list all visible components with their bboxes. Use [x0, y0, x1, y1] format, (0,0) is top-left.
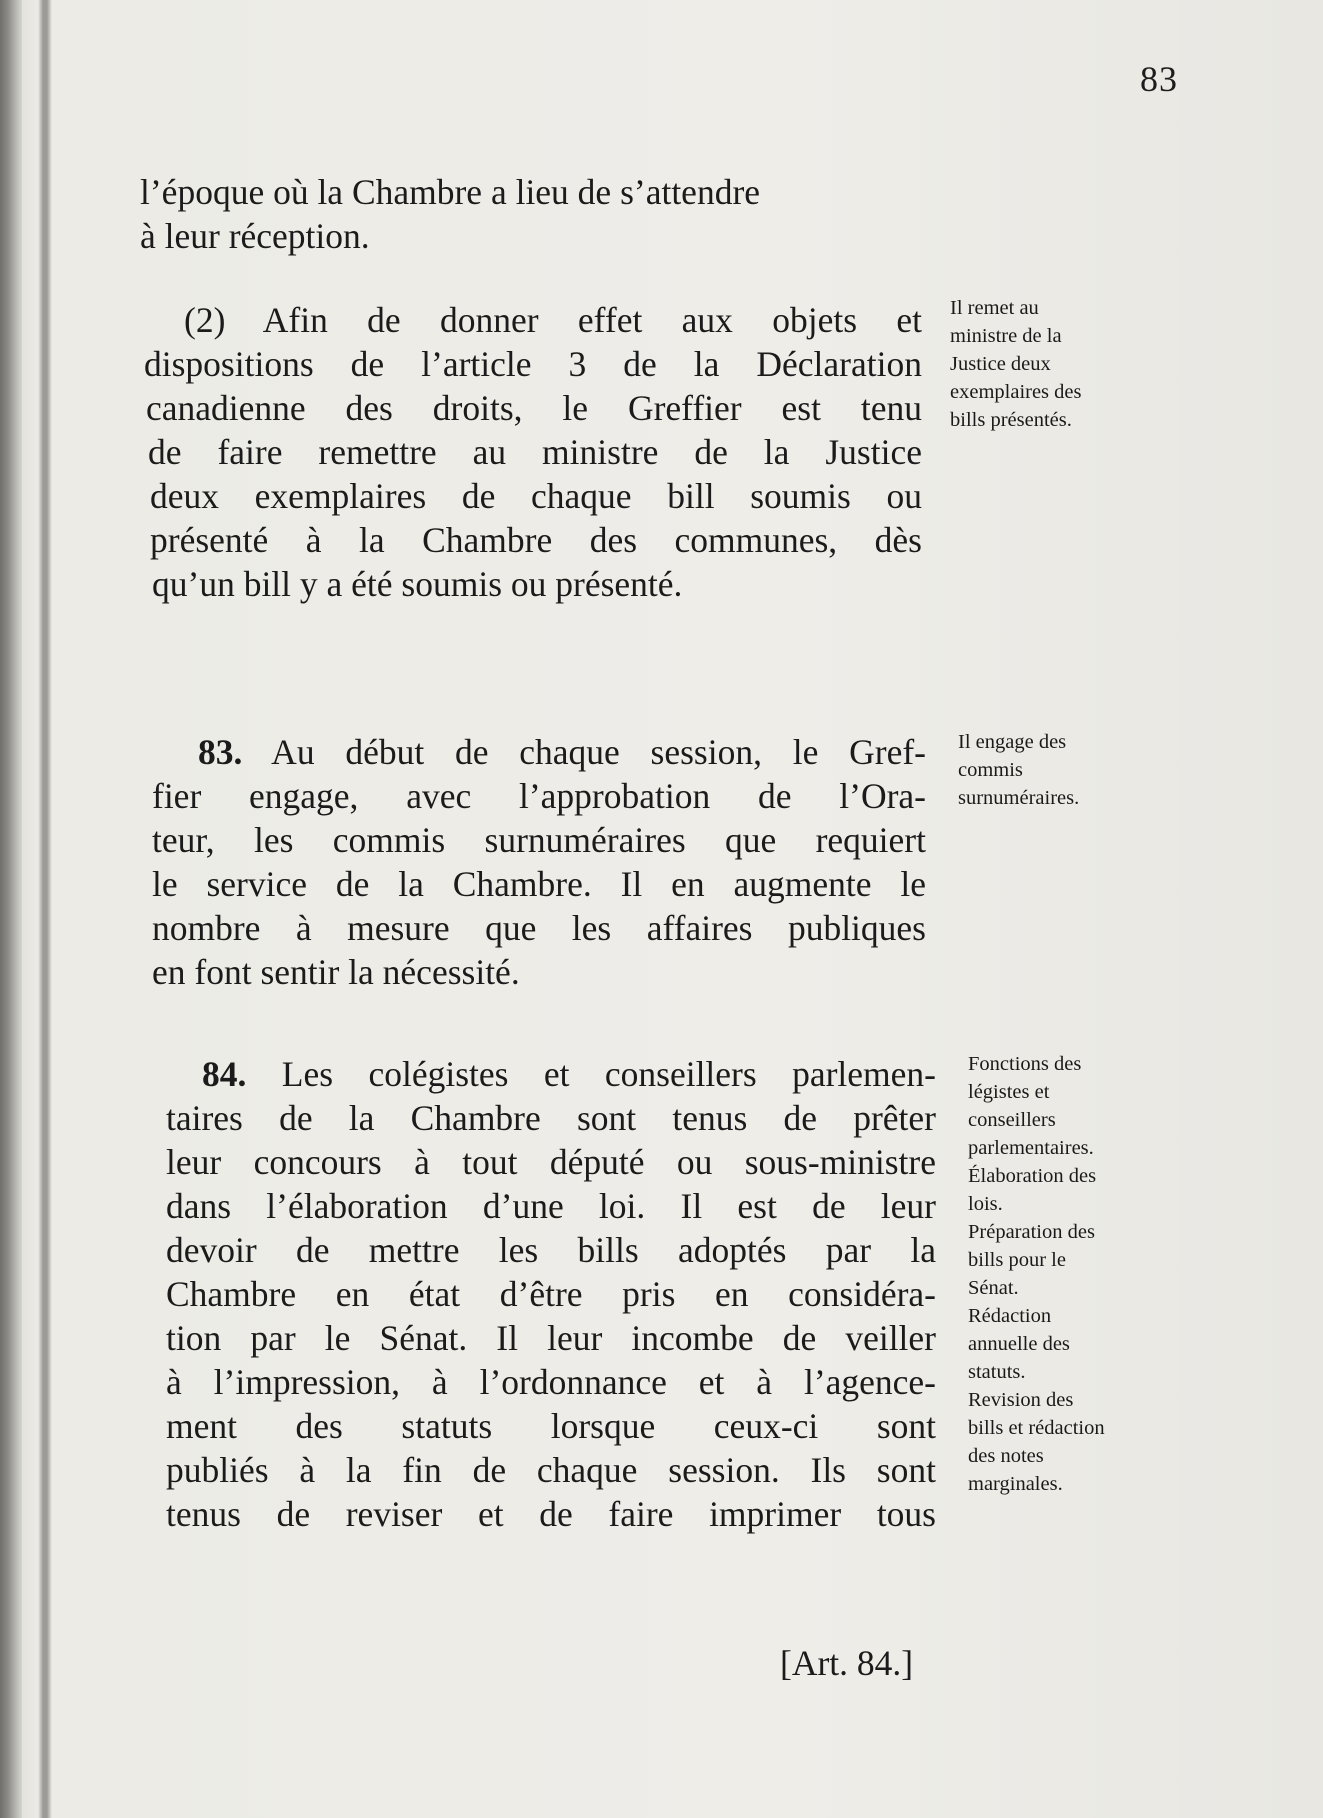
note-line: Élaboration des [968, 1165, 1097, 1187]
marginal-note-clerk-delivers-bills [950, 294, 1190, 434]
note-line: bills et rédaction [968, 1417, 1105, 1439]
text-line: tion par le Sénat. Il leur incombe de veiller [166, 1318, 936, 1358]
text-run: Les colégistes et conseillers parlemen- [246, 1054, 936, 1094]
text-line-indented: (2) Afin de donner effet aux objets et [184, 300, 922, 340]
text-line: leur concours à tout député ou sous-ministre [166, 1142, 936, 1182]
page-gutter-shadow [38, 0, 52, 1818]
note-line: Justice deux [950, 353, 1051, 375]
note-line: parlementaires. [968, 1137, 1094, 1159]
note-line: Sénat. [968, 1277, 1019, 1299]
note-line: annuelle des [968, 1333, 1070, 1355]
note-line: conseillers [968, 1109, 1056, 1131]
note-line: Fonctions des [968, 1053, 1082, 1075]
text-run: Au début de chaque session, le Gref- [242, 732, 926, 772]
text-line: ment des statuts lorsque ceux-ci sont [166, 1406, 936, 1446]
article-continuation-ref: [Art. 84.] [780, 1643, 914, 1683]
note-line: bills présentés. [950, 409, 1072, 431]
note-line: légistes et [968, 1081, 1050, 1103]
note-line: lois. [968, 1193, 1003, 1215]
text-line: nombre à mesure que les affaires publiques [152, 908, 926, 948]
note-line: statuts. [968, 1361, 1026, 1383]
text-line: en font sentir la nécessité. [152, 952, 520, 992]
text-line: présenté à la Chambre des communes, dès [150, 520, 922, 560]
text-line: à l’impression, à l’ordonnance et à l’agence- [166, 1362, 936, 1402]
text-line: taires de la Chambre sont tenus de prêter [166, 1098, 936, 1138]
marginal-note-extra-clerks [958, 728, 1198, 812]
text-line: dans l’élaboration d’une loi. Il est de leur [166, 1186, 936, 1226]
text-line: teur, les commis surnuméraires que requiert [152, 820, 926, 860]
note-line: marginales. [968, 1473, 1063, 1495]
text-line: fier engage, avec l’approbation de l’Ora- [152, 776, 926, 816]
note-line: Il remet au [950, 297, 1039, 319]
text-line: le service de la Chambre. Il en augmente le [152, 864, 926, 904]
text-line-indented [152, 730, 926, 774]
text-line: l’époque où la Chambre a lieu de s’attendre [140, 172, 761, 212]
text-line: deux exemplaires de chaque bill soumis ou [150, 476, 922, 516]
text-line: de faire remettre au ministre de la Justice [148, 432, 922, 472]
text-line: dispositions de l’article 3 de la Déclaration [144, 344, 922, 384]
note-line: commis [958, 759, 1023, 781]
note-line: exemplaires des [950, 381, 1082, 403]
page-number: 83 [1140, 59, 1178, 99]
note-line: des notes [968, 1445, 1044, 1467]
text-line-indented [166, 1052, 936, 1096]
page-binding-edge [0, 0, 22, 1818]
section-number: 84. [202, 1054, 247, 1094]
text-line: Chambre en état d’être pris en considéra- [166, 1274, 936, 1314]
text-line: à leur réception. [140, 216, 370, 256]
marginal-note-legal-counsel-duties [968, 1050, 1208, 1498]
note-line: Préparation des [968, 1221, 1095, 1243]
subsection-2 [144, 298, 922, 606]
note-line: Il engage des [958, 731, 1067, 753]
text-line: devoir de mettre les bills adoptés par la [166, 1230, 936, 1270]
text-line: canadienne des droits, le Greffier est tenu [146, 388, 922, 428]
section-number: 83. [198, 732, 243, 772]
note-line: Revision des [968, 1389, 1074, 1411]
text-line: qu’un bill y a été soumis ou présenté. [152, 564, 683, 604]
text-line: tenus de reviser et de faire imprimer tous [166, 1494, 936, 1534]
note-line: Rédaction [968, 1305, 1052, 1327]
note-line: ministre de la [950, 325, 1062, 347]
note-line: surnuméraires. [958, 787, 1080, 809]
paragraph-continuation [140, 170, 940, 258]
text-line: publiés à la fin de chaque session. Ils sont [166, 1450, 936, 1490]
section-83 [152, 730, 926, 994]
note-line: bills pour le [968, 1249, 1066, 1271]
section-84 [166, 1052, 936, 1536]
